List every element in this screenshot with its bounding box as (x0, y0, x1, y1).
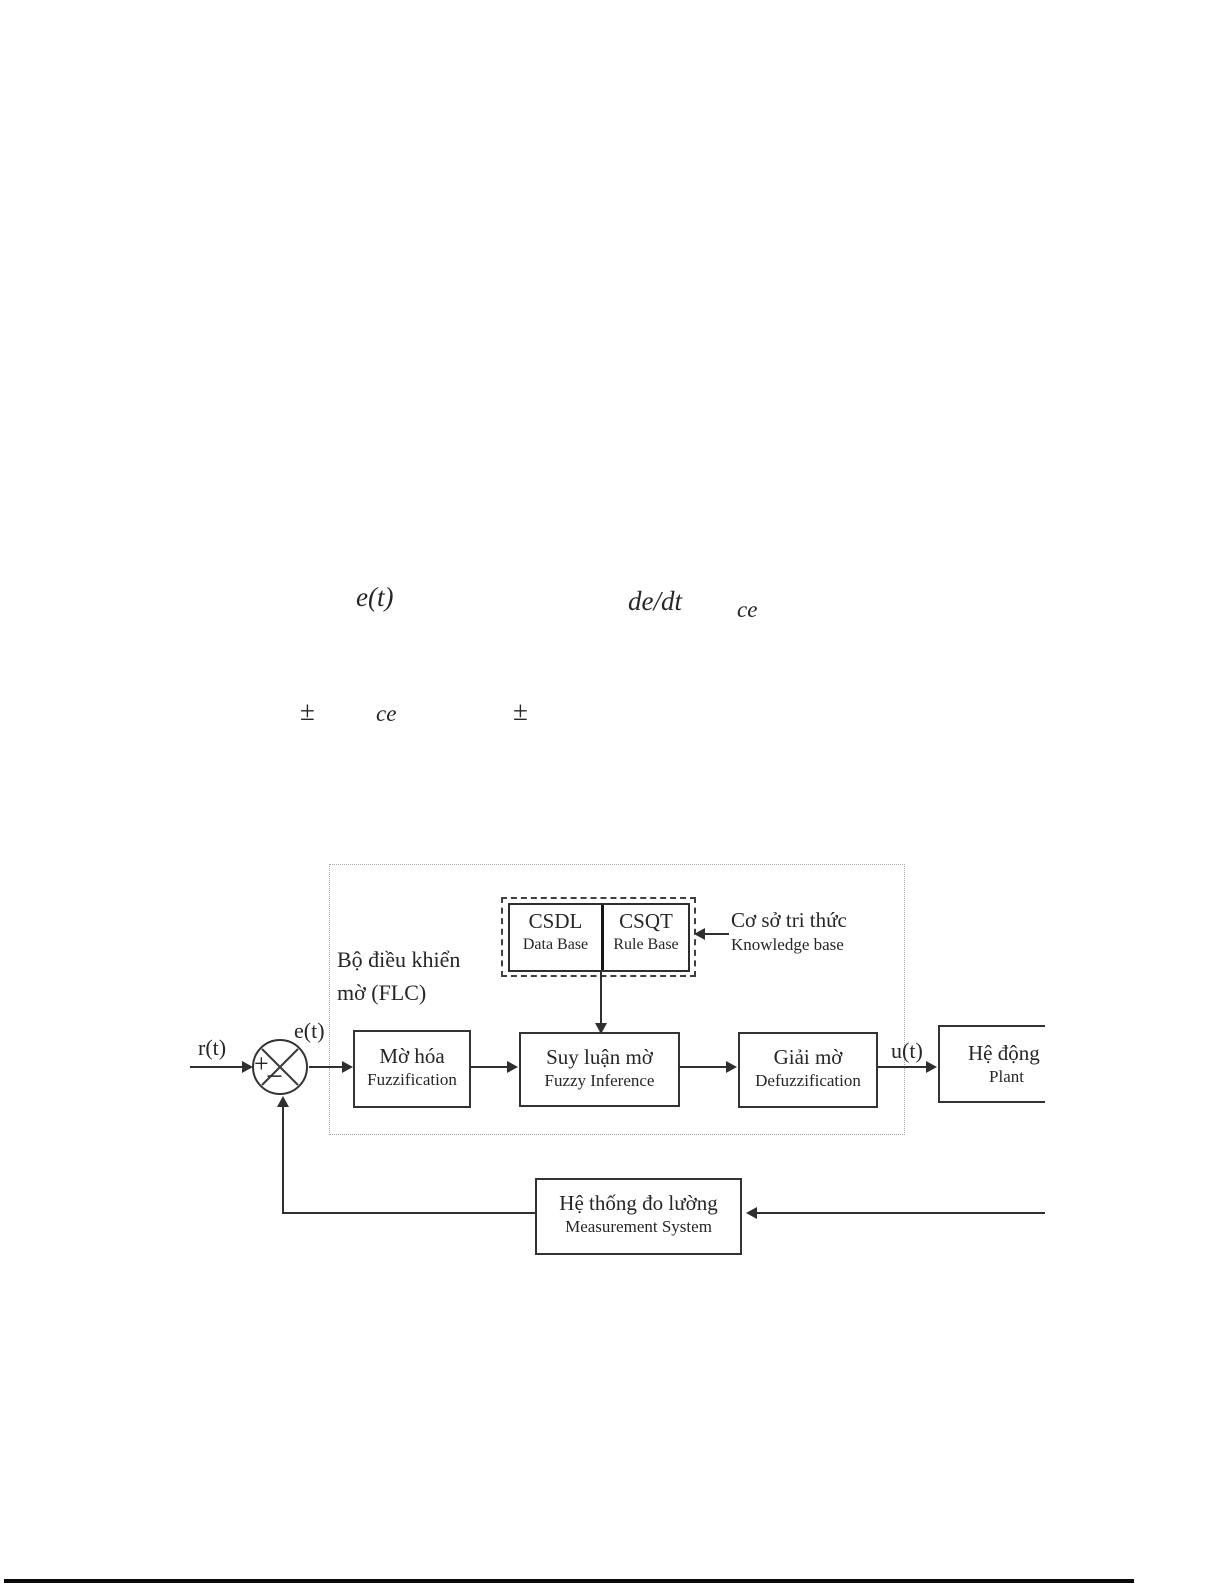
controller-label-line1: Bộ điều khiển (337, 947, 461, 972)
knowledge-label (731, 906, 847, 956)
bottom-rule (4, 1579, 1134, 1583)
data-base-cell (510, 905, 601, 970)
fuzzification-block (353, 1030, 471, 1108)
math-change-error-term: ce (737, 597, 758, 622)
rule-base-title: CSQT (619, 909, 673, 933)
data-base-title: CSDL (528, 909, 583, 933)
data-base-subtitle: Data Base (522, 936, 589, 953)
feedback-vertical-line (282, 1104, 284, 1214)
controller-label-line2: mờ (FLC) (337, 980, 427, 1005)
defuzzification-block (738, 1032, 878, 1108)
defuzzification-subtitle: Defuzzification (755, 1071, 861, 1090)
input-line (190, 1066, 243, 1068)
math-plus-minus-1: ± (300, 696, 315, 726)
control-arrowhead-icon (926, 1061, 937, 1073)
inference-to-defuzz-line (679, 1066, 727, 1068)
rule-base-cell (604, 905, 688, 970)
fuzz-to-inference-arrowhead-icon (507, 1061, 518, 1073)
fuzzy-inference-title: Suy luận mờ (546, 1045, 653, 1069)
math-error-term: e(t) (356, 582, 394, 612)
feedback-right-line (757, 1212, 1045, 1214)
signal-error: e(t) (294, 1018, 325, 1043)
plant-title: Hệ động (968, 1041, 1040, 1065)
fuzzy-inference-block (519, 1032, 680, 1107)
signal-reference: r(t) (198, 1035, 227, 1060)
fuzzy-inference-subtitle: Fuzzy Inference (544, 1071, 655, 1090)
inference-to-defuzz-arrowhead-icon (726, 1061, 737, 1073)
measurement-block (535, 1178, 742, 1255)
feedback-arrowhead-icon (746, 1207, 757, 1219)
feedback-up-arrowhead-icon (277, 1096, 289, 1107)
rule-base-subtitle: Rule Base (613, 936, 679, 953)
error-line (309, 1066, 344, 1068)
fuzzification-subtitle: Fuzzification (367, 1070, 457, 1089)
control-line (877, 1066, 927, 1068)
knowledge-label-line1: Cơ sở tri thức (731, 908, 847, 932)
knowledge-down-line (600, 972, 602, 1025)
junction-minus-sign: − (266, 1060, 283, 1093)
signal-control: u(t) (891, 1038, 923, 1063)
fuzz-to-inference-line (470, 1066, 508, 1068)
knowledge-arrowhead-icon (694, 928, 705, 940)
plant-subtitle: Plant (989, 1067, 1024, 1086)
math-derivative-term: de/dt (628, 586, 682, 616)
defuzzification-title: Giải mờ (773, 1045, 843, 1069)
math-plus-minus-2: ± (513, 696, 528, 726)
knowledge-arrow-line (703, 933, 729, 935)
fuzzification-title: Mờ hóa (379, 1044, 445, 1068)
knowledge-label-line2: Knowledge base (731, 935, 844, 954)
feedback-left-line (282, 1212, 535, 1214)
knowledge-base-box (508, 903, 690, 972)
math-change-error-term-2: ce (376, 701, 397, 726)
junction-plus-sign: + (254, 1049, 269, 1078)
controller-label (337, 943, 460, 1009)
measurement-subtitle: Measurement System (565, 1217, 712, 1236)
measurement-title: Hệ thống đo lường (559, 1191, 718, 1215)
plant-block (938, 1025, 1045, 1103)
error-arrowhead-icon (342, 1061, 353, 1073)
